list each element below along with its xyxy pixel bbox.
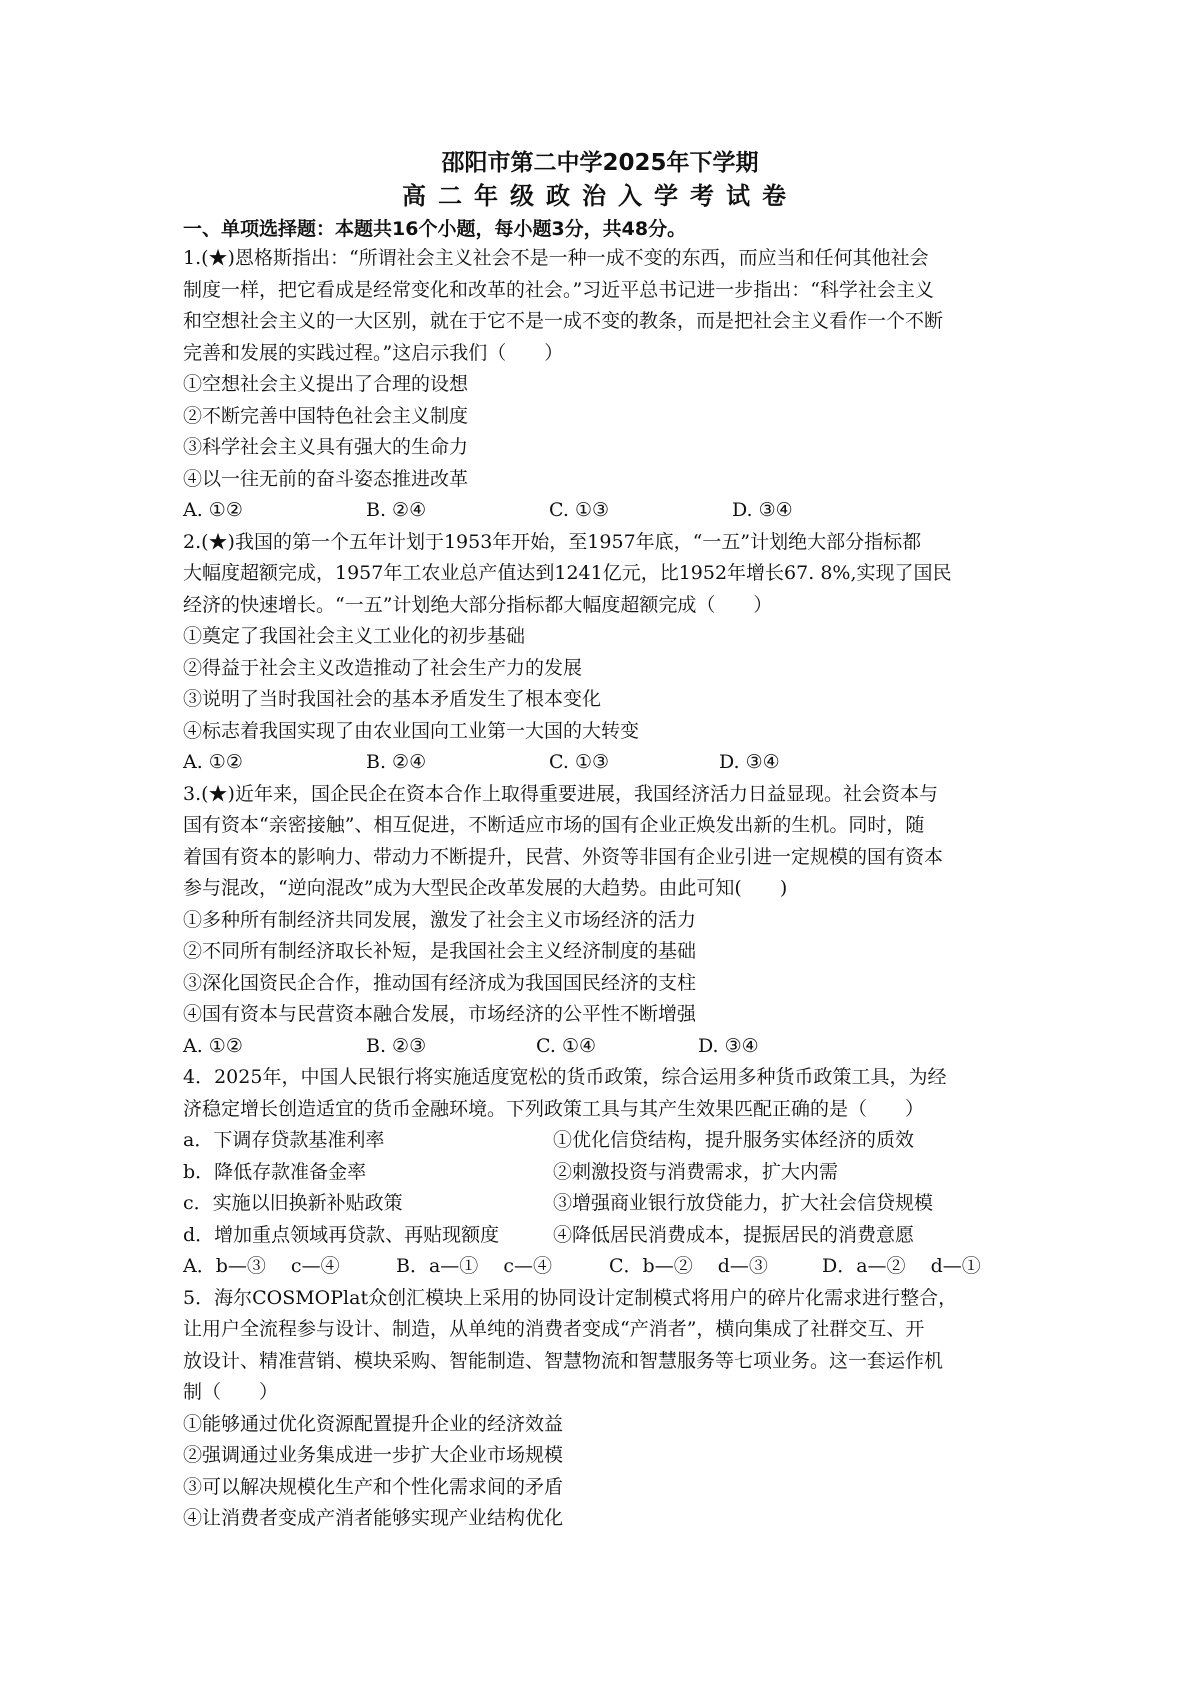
match-effect: ①优化信贷结构，提升服务实体经济的质效 — [553, 1129, 915, 1151]
question-stem-line: 3.(★)近年来，国企民企在资本合作上取得重要进展，我国经济活力日益显现。社会资本与 — [183, 782, 938, 805]
question-3 — [183, 779, 1035, 1063]
question-2 — [183, 527, 1035, 779]
question-stem-line: 制（ ） — [183, 1381, 279, 1403]
option-c: C. ①③ — [549, 751, 610, 773]
statement-item: ②强调通过业务集成进一步扩大企业市场规模 — [183, 1444, 564, 1466]
match-row — [183, 1188, 1035, 1220]
question-1 — [183, 243, 1035, 527]
question-stem-line: 参与混改，“逆向混改”成为大型民企改革发展的大趋势。由此可知( ) — [183, 877, 788, 899]
answer-options — [183, 1251, 1035, 1283]
question-stem-line: 制度一样，把它看成是经常变化和改革的社会。”习近平总书记进一步指出：“科学社会主义 — [183, 278, 934, 301]
statement-item: ③说明了当时我国社会的基本矛盾发生了根本变化 — [183, 688, 602, 710]
question-stem-line: 着国有资本的影响力、带动力不断提升，民营、外资等非国有企业引进一定规模的国有资本 — [183, 845, 944, 868]
statement-item: ③可以解决规模化生产和个性化需求间的矛盾 — [183, 1475, 564, 1498]
option-c: C．b—② d—③ — [609, 1255, 768, 1277]
match-tool: a．下调存贷款基准利率 — [183, 1129, 385, 1151]
option-a: A. ①② — [183, 751, 243, 773]
question-5 — [183, 1283, 1035, 1535]
answer-options — [183, 747, 1035, 779]
option-a: A. ①② — [183, 1034, 243, 1057]
exam-subtitle: 高二年级政治入学考试卷 — [402, 182, 798, 210]
question-stem-line: 和空想社会主义的一大区别，就在于它不是一成不变的教条，而是把社会主义看作一个不断 — [183, 310, 944, 332]
question-stem-line: 放设计、精准营销、模块采购、智能制造、智慧物流和智慧服务等七项业务。这一套运作机 — [183, 1349, 944, 1372]
match-row — [183, 1125, 1035, 1157]
statement-item: ④让消费者变成产消者能够实现产业结构优化 — [183, 1507, 564, 1529]
match-tool: d．增加重点领域再贷款、再贴现额度 — [183, 1223, 500, 1246]
statement-item: ④国有资本与民营资本融合发展，市场经济的公平性不断增强 — [183, 1003, 697, 1025]
question-stem-line: 让用户全流程参与设计、制造，从单纯的消费者变成“产消者”，横向集成了社群交互、开 — [183, 1318, 925, 1340]
question-stem-line: 完善和发展的实践过程。”这启示我们（ ） — [183, 341, 564, 364]
option-a: A. ①② — [183, 499, 243, 521]
statement-item: ①能够通过优化资源配置提升企业的经济效益 — [183, 1412, 564, 1435]
statement-item: ②不断完善中国特色社会主义制度 — [183, 404, 469, 427]
question-list — [183, 243, 1035, 1535]
answer-options — [183, 495, 1035, 527]
statement-item: ②不同所有制经济取长补短，是我国社会主义经济制度的基础 — [183, 940, 697, 962]
question-stem-line: 4．2025年，中国人民银行将实施适度宽松的货币政策，综合运用多种货币政策工具，为经 — [183, 1066, 947, 1088]
statement-item: ④标志着我国实现了由农业国向工业第一大国的大转变 — [183, 719, 640, 742]
question-stem-line: 5．海尔COSMOPlat众创汇模块上采用的协同设计定制模式将用户的碎片化需求进行整合， — [183, 1286, 958, 1309]
question-stem-line: 1.(★)恩格斯指出：“所谓社会主义社会不是一种一成不变的东西，而应当和任何其他社会 — [183, 247, 929, 269]
statement-item: ③深化国资民企合作，推动国有经济成为我国国民经济的支柱 — [183, 971, 697, 994]
answer-options — [183, 1031, 1035, 1063]
statement-item: ①奠定了我国社会主义工业化的初步基础 — [183, 625, 526, 647]
question-stem-line: 2.(★)我国的第一个五年计划于1953年开始，至1957年底，“一五”计划绝大部分指标都 — [183, 530, 922, 553]
statement-item: ④以一往无前的奋斗姿态推进改革 — [183, 467, 469, 490]
question-stem-line: 大幅度超额完成，1957年工农业总产值达到1241亿元，比1952年增长67. 8%,实现了国民 — [183, 562, 952, 584]
question-stem-line: 经济的快速增长。“一五”计划绝大部分指标都大幅度超额完成（ ） — [183, 593, 773, 616]
option-d: D. ③④ — [732, 499, 793, 521]
option-b: B．a—① c—④ — [396, 1255, 552, 1277]
statement-item: ③科学社会主义具有强大的生命力 — [183, 436, 469, 458]
match-row — [183, 1220, 1035, 1252]
question-stem-line: 国有资本“亲密接触”、相互促进，不断适应市场的国有企业正焕发出新的生机。同时，随 — [183, 814, 925, 836]
match-row — [183, 1157, 1035, 1189]
question-4 — [183, 1062, 1035, 1283]
option-d: D. ③④ — [719, 751, 780, 773]
option-d: D．a—② d—① — [822, 1255, 981, 1277]
option-a: A．b—③ c—④ — [183, 1255, 340, 1277]
option-b: B. ②④ — [366, 499, 427, 521]
question-stem-line: 济稳定增长创造适宜的货币金融环境。下列政策工具与其产生效果匹配正确的是（ ） — [183, 1097, 925, 1120]
match-effect: ④降低居民消费成本，提振居民的消费意愿 — [553, 1223, 915, 1246]
statement-item: ②得益于社会主义改造推动了社会生产力的发展 — [183, 656, 583, 679]
section-heading: 一、单项选择题：本题共16个小题，每小题3分，共48分。 — [183, 218, 687, 240]
option-b: B. ②③ — [366, 1034, 427, 1057]
exam-title: 邵阳市第二中学2025年下学期 — [441, 150, 759, 176]
option-c: C. ①③ — [549, 499, 610, 521]
match-effect: ③增强商业银行放贷能力，扩大社会信贷规模 — [553, 1192, 934, 1214]
option-b: B. ②④ — [366, 751, 427, 773]
option-c: C. ①④ — [536, 1034, 597, 1057]
match-tool: b．降低存款准备金率 — [183, 1160, 367, 1183]
match-effect: ②刺激投资与消费需求，扩大内需 — [553, 1160, 839, 1183]
statement-item: ①多种所有制经济共同发展，激发了社会主义市场经济的活力 — [183, 908, 697, 931]
option-d: D. ③④ — [698, 1034, 759, 1057]
match-tool: c．实施以旧换新补贴政策 — [183, 1192, 403, 1214]
statement-item: ①空想社会主义提出了合理的设想 — [183, 373, 469, 395]
